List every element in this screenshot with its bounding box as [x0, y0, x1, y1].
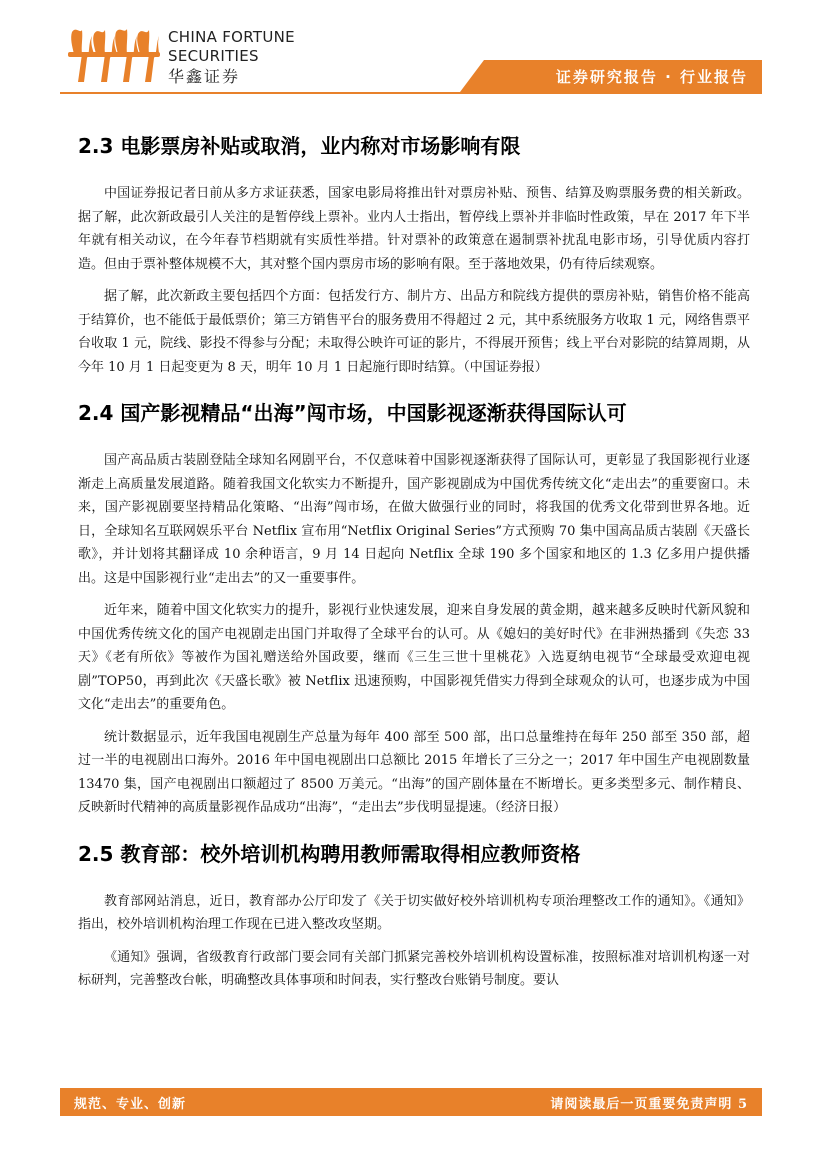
paragraph: 统计数据显示，近年我国电视剧生产总量为每年 400 部至 500 部，出口总量维持在每年 250 部至 350 部，超过一半的电视剧出口海外。2016 年中国电视剧出口总额比 2015 年增长了三分之一；2017 年中国生产电视剧数量 13470 集，国产电视剧出口额超过了 8500 万美元。“出海”的国产剧体量在不断增长。更多类型多元、制作精良、反映新时代精神的高质量影视作品成功“出海”，“走出去”步伐明显提速。（经济日报）	[78, 729, 750, 815]
section-title: 2.3 电影票房补贴或取消，业内称对市场影响有限	[78, 134, 521, 158]
report-type-banner	[460, 60, 762, 92]
report-type-label: 证券研究报告 · 行业报告	[555, 67, 748, 86]
section-2-5	[78, 840, 750, 993]
section-title: 2.4 国产影视精品“出海”闯市场，中国影视逐渐获得国际认可	[78, 401, 627, 425]
header-divider	[60, 92, 762, 94]
brand-name-chinese: 华鑫证券	[168, 67, 241, 86]
brand-name-line2: SECURITIES	[168, 47, 259, 65]
main-content	[78, 132, 750, 993]
footer-motto: 规范、专业、创新	[74, 1097, 187, 1112]
brand-name-line1: CHINA FORTUNE	[168, 28, 295, 46]
paragraph: 据了解，此次新政主要包括四个方面：包括发行方、制片方、出品方和院线方提供的票房补贴，销售价格不能高于结算价，也不能低于最低票价；第三方销售平台的服务费用不得超过 2 元，其中系统服务方收取 1 元，网络售票平台收取 1 元，院线、影投不得参与分配；未取得公映许可证的影片，不得展开预售；线上平台对影院的结算周期，从今年 10 月 1 日起变更为 8 天，明年 10 月 1 日起施行即时结算。（中国证券报）	[78, 289, 750, 375]
section-2-3	[78, 132, 750, 379]
section-title: 2.5 教育部：校外培训机构聘用教师需取得相应教师资格	[78, 841, 581, 866]
brand-name-english	[168, 28, 295, 66]
paragraph: 教育部网站消息，近日，教育部办公厅印发了《关于切实做好校外培训机构专项治理整改工作的通知》。《通知》指出，校外培训机构治理工作现在已进入整改攻坚期。	[78, 893, 750, 932]
paragraph: 近年来，随着中国文化软实力的提升，影视行业快速发展，迎来自身发展的黄金期，越来越多反映时代新风貌和中国优秀传统文化的国产电视剧走出国门并取得了全球平台的认可。从《媳妇的美好时代》在非洲热播到《失恋 33 天》《老有所依》等被作为国礼赠送给外国政要，继而《三生三世十里桃花》入选夏纳电视节“全球最受欢迎电视剧”TOP50，再到此次《天盛长歌》被 Netflix 迅速预购，中国影视凭借实力得到全球观众的认可，也逐步成为中国文化“走出去”的重要角色。	[78, 603, 750, 712]
page-header	[0, 0, 827, 100]
section-2-4	[78, 399, 750, 820]
paragraph: 《通知》强调，省级教育行政部门要会同有关部门抓紧完善校外培训机构设置标准，按照标准对培训机构逐一对标研判，完善整改台帐，明确整改具体事项和时间表，实行整改台账销号制度。要认	[78, 949, 750, 988]
page-footer	[60, 1088, 762, 1116]
company-logo-icon	[68, 24, 160, 84]
footer-disclaimer: 请阅读最后一页重要免责声明 5	[550, 1097, 748, 1112]
paragraph: 国产高品质古装剧登陆全球知名网剧平台，不仅意味着中国影视逐渐获得了国际认可，更彰显了我国影视行业逐渐走上高质量发展道路。随着我国文化软实力不断提升，国产影视剧成为中国优秀传统文化“走出去”的重要窗口。未来，国产影视剧要坚持精品化策略、“出海”闯市场，在做大做强行业的同时，将我国的优秀文化带到世界各地。近日，全球知名互联网娱乐平台 Netflix 宣布用“Netflix Original Series”方式预购 70 集中国高品质古装剧《天盛长歌》，并计划将其翻译成 10 余种语言，9 月 14 日起向 Netflix 全球 190 多个国家和地区的 1.3 亿多用户提供播出。这是中国影视行业“走出去”的又一重要事件。	[78, 453, 750, 586]
paragraph: 中国证券报记者日前从多方求证获悉，国家电影局将推出针对票房补贴、预售、结算及购票服务费的相关新政。据了解，此次新政最引人关注的是暂停线上票补。业内人士指出，暂停线上票补并非临时性政策，早在 2017 年下半年就有相关动议，在今年春节档期就有实质性举措。针对票补的政策意在遏制票补扰乱电影市场，引导优质内容打造。但由于票补整体规模不大，其对整个国内票房市场的影响有限。至于落地效果，仍有待后续观察。	[78, 186, 750, 272]
